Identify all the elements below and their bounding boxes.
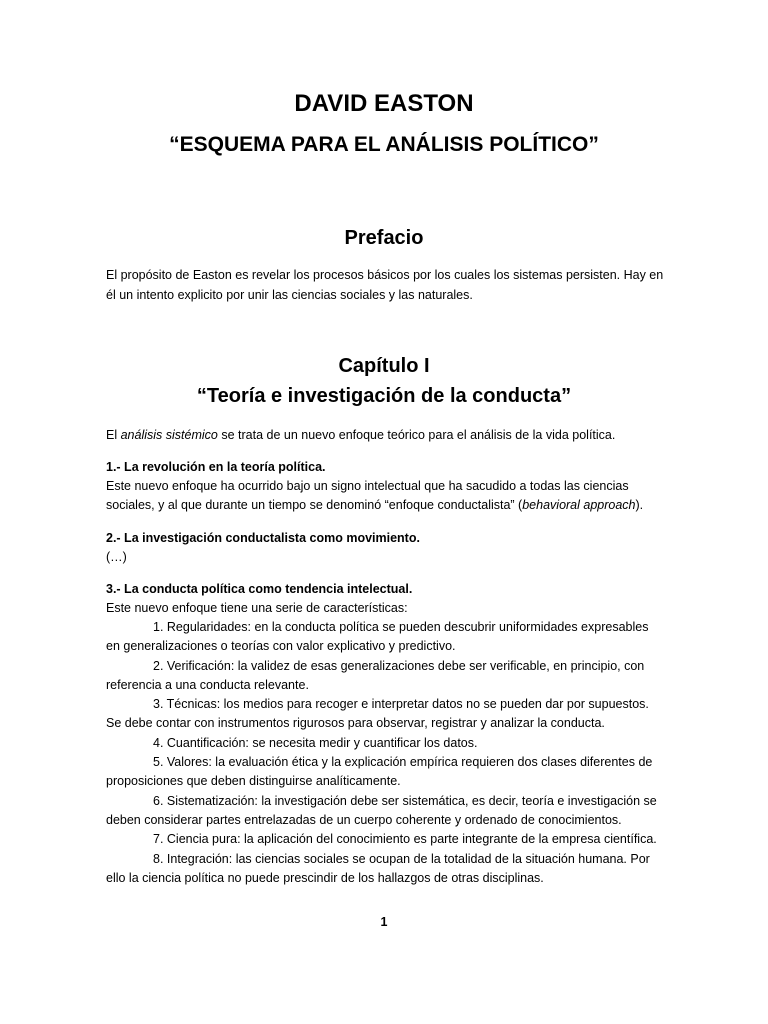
list-item-3-continued: Se debe contar con instrumentos rigurosos para observar, registrar y analizar la conducta. (106, 716, 605, 730)
list-item-7 (106, 830, 666, 849)
intro-prefix: El (106, 428, 121, 442)
list-item-6-continued: deben considerar partes entrelazadas de un cuerpo coherente y ordenado de conocimientos. (106, 813, 622, 827)
list-item-1 (106, 618, 666, 637)
preface-line-1: El propósito de Easton es revelar los procesos básicos por los cuales los sistemas persisten. Hay en (106, 268, 664, 282)
author-title: DAVID EASTON (294, 90, 474, 117)
preface-line-2: él un intento explicito por unir las ciencias sociales y las naturales. (106, 288, 473, 302)
section-3-intro: Este nuevo enfoque tiene una serie de características: (106, 601, 408, 615)
section-1-line-2-prefix: sociales, y al que durante un tiempo se denominó “enfoque conductalista” ( (106, 498, 523, 512)
section-1-line-2 (106, 496, 666, 515)
list-item-8-first: 8. Integración: las ciencias sociales se ocupan de la totalidad de la situación humana. Por (153, 852, 650, 866)
section-1-line-2-suffix: ). (635, 498, 644, 512)
list-item-3 (106, 695, 666, 714)
list-item-4-first: 4. Cuantificación: se necesita medir y cuantificar los datos. (153, 736, 478, 750)
list-item-2-first: 2. Verificación: la validez de esas generalizaciones debe ser verificable, en principio, con (153, 659, 645, 673)
section-1-heading: 1.- La revolución en la teoría política. (106, 460, 326, 474)
list-item-6 (106, 792, 666, 811)
intro-suffix: se trata de un nuevo enfoque teórico para el análisis de la vida política. (217, 428, 616, 442)
section-3-heading: 3.- La conducta política como tendencia intelectual. (106, 582, 413, 596)
list-item-4 (106, 734, 666, 753)
section-2-line-1: (…) (106, 550, 127, 564)
chapter-subtitle: “Teoría e investigación de la conducta” (196, 385, 572, 407)
list-item-5-first: 5. Valores: la evaluación ética y la explicación empírica requieren dos clases diferentes de (153, 755, 653, 769)
list-item-1-continued: en generalizaciones o teorías con valor explicativo y predictivo. (106, 639, 456, 653)
list-item-2 (106, 657, 666, 676)
chapter-heading: Capítulo I (338, 355, 430, 377)
list-item-8-continued: ello la ciencia política no puede prescindir de los hallazgos de otras disciplinas. (106, 871, 544, 885)
list-item-3-first: 3. Técnicas: los medios para recoger e interpretar datos no se pueden dar por supuestos. (153, 697, 649, 711)
chapter-intro (106, 426, 666, 445)
list-item-6-first: 6. Sistematización: la investigación debe ser sistemática, es decir, teoría e investigación se (153, 794, 657, 808)
page-number: 1 (380, 915, 388, 929)
section-1-line-1: Este nuevo enfoque ha ocurrido bajo un signo intelectual que ha sacudido a todas las ciencias (106, 479, 629, 493)
list-item-1-first: 1. Regularidades: en la conducta política se pueden descubrir uniformidades expresables (153, 620, 649, 634)
list-item-7-first: 7. Ciencia pura: la aplicación del conocimiento es parte integrante de la empresa científica. (153, 832, 657, 846)
list-item-2-continued: referencia a una conducta relevante. (106, 678, 309, 692)
section-2-heading: 2.- La investigación conductalista como movimiento. (106, 531, 420, 545)
list-item-5-continued: proposiciones que deben distinguirse analíticamente. (106, 774, 401, 788)
list-item-5 (106, 753, 666, 772)
intro-italic-term: análisis sistémico (120, 428, 218, 442)
document-title: “ESQUEMA PARA EL ANÁLISIS POLÍTICO” (169, 133, 599, 156)
list-item-8 (106, 850, 666, 869)
preface-heading: Prefacio (344, 227, 424, 249)
section-1-italic-term: behavioral approach (522, 498, 636, 512)
